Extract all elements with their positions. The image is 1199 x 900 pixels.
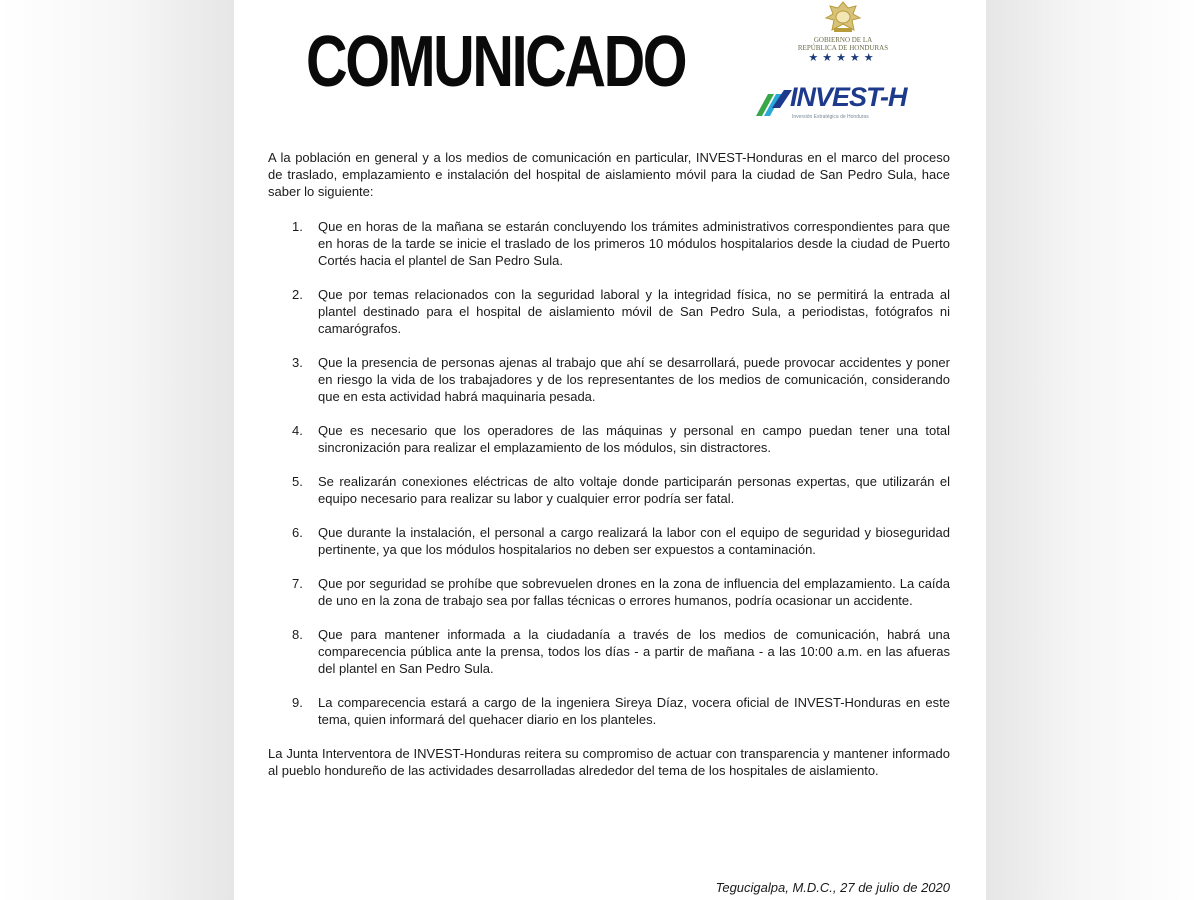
- list-item: [268, 286, 950, 337]
- list-item-number: 3.: [292, 355, 303, 370]
- list-item-number: 4.: [292, 423, 303, 438]
- list-item-number: 9.: [292, 695, 303, 710]
- list-item: [268, 473, 950, 507]
- left-margin-background: [0, 0, 234, 900]
- closing-paragraph: La Junta Interventora de INVEST-Honduras reitera su compromiso de actuar con transparencia y mantener informado al pueblo hondureño de las actividades desarrolladas alrededor del tema de los hospitales de aislamiento.: [268, 746, 950, 778]
- list-item-text: Que por seguridad se prohíbe que sobrevuelen drones en la zona de influencia del emplazamiento. La caída de uno en la zona de trabajo sea por fallas técnicas o errores humanos, podría ocasionar un accidente.: [318, 576, 950, 608]
- invest-logo-subtitle: Inversión Estratégica de Honduras: [792, 114, 869, 120]
- document-page: [234, 0, 986, 900]
- list-item-text: La comparecencia estará a cargo de la ingeniera Sireya Díaz, vocera oficial de INVEST-Honduras en este tema, quien informará del quehacer diario en los planteles.: [318, 695, 950, 727]
- list-item: [268, 422, 950, 456]
- list-item-text: Que durante la instalación, el personal a cargo realizará la labor con el equipo de seguridad y bioseguridad pertinente, ya que los módulos hospitalarios no deben ser expuestos a contaminación.: [318, 525, 950, 557]
- invest-logo-text: INVEST-H: [790, 82, 907, 112]
- list-item: [268, 694, 950, 728]
- right-margin-background: [986, 0, 1199, 900]
- list-item-text: Que para mantener informada a la ciudadanía a través de los medios de comunicación, habrá una comparecencia pública ante la prensa, todos los días - a partir de mañana - a las 10:00 a.m. en las afueras del plantel en San Pedro Sula.: [318, 627, 950, 676]
- list-item: [268, 218, 950, 269]
- intro-paragraph: A la población en general y a los medios de comunicación en particular, INVEST-Honduras en el marco del proceso de traslado, emplazamiento e instalación del hospital de aislamiento móvil para la ciudad de San Pedro Sula, hace saber lo siguiente:: [268, 150, 950, 199]
- list-item-text: Que es necesario que los operadores de las máquinas y personal en campo puedan tener una total sincronización para realizar el emplazamiento de los módulos, sin distractores.: [318, 423, 950, 455]
- list-item-number: 8.: [292, 627, 303, 642]
- list-item-text: Que por temas relacionados con la seguridad laboral y la integridad física, no se permitirá la entrada al plantel destinado para el hospital de aislamiento móvil de San Pedro Sula, a periodistas, fotógrafos ni camarógrafos.: [318, 287, 950, 336]
- list-item: [268, 524, 950, 558]
- list-item-number: 2.: [292, 287, 303, 302]
- list-item-number: 1.: [292, 219, 303, 234]
- place-and-date: Tegucigalpa, M.D.C., 27 de julio de 2020: [715, 880, 950, 895]
- government-seal-line2: REPÚBLICA DE HONDURAS: [797, 44, 889, 52]
- five-stars-icon: ★★★★★: [808, 52, 878, 64]
- invest-honduras-logo: [754, 80, 914, 128]
- government-seal: [786, 0, 900, 72]
- list-item-number: 5.: [292, 474, 303, 489]
- list-item: [268, 626, 950, 677]
- list-item-text: Se realizarán conexiones eléctricas de alto voltaje donde participarán personas expertas, que utilizarán el equipo necesario para realizar su labor y cualquier error podría ser fatal.: [318, 474, 950, 506]
- invest-h-mark-icon: [754, 86, 794, 120]
- government-seal-line1: GOBIERNO DE LA: [813, 36, 873, 44]
- list-item-number: 6.: [292, 525, 303, 540]
- list-item-number: 7.: [292, 576, 303, 591]
- list-item-text: Que en horas de la mañana se estarán concluyendo los trámites administrativos correspondientes para que en horas de la tarde se inicie el traslado de los primeros 10 módulos hospitalarios desde la ciudad de Puerto Cortés hacia el plantel de San Pedro Sula.: [318, 219, 950, 268]
- list-item-text: Que la presencia de personas ajenas al trabajo que ahí se desarrollará, puede provocar accidentes y poner en riesgo la vida de los trabajadores y de los representantes de los medios de comunicación, considerando que en esta actividad habrá maquinaria pesada.: [318, 355, 950, 404]
- numbered-list: [268, 218, 950, 728]
- document-body: [268, 149, 950, 779]
- coat-of-arms-icon: [820, 0, 866, 36]
- list-item: [268, 575, 950, 609]
- document-title: COMUNICADO: [306, 22, 686, 102]
- list-item: [268, 354, 950, 405]
